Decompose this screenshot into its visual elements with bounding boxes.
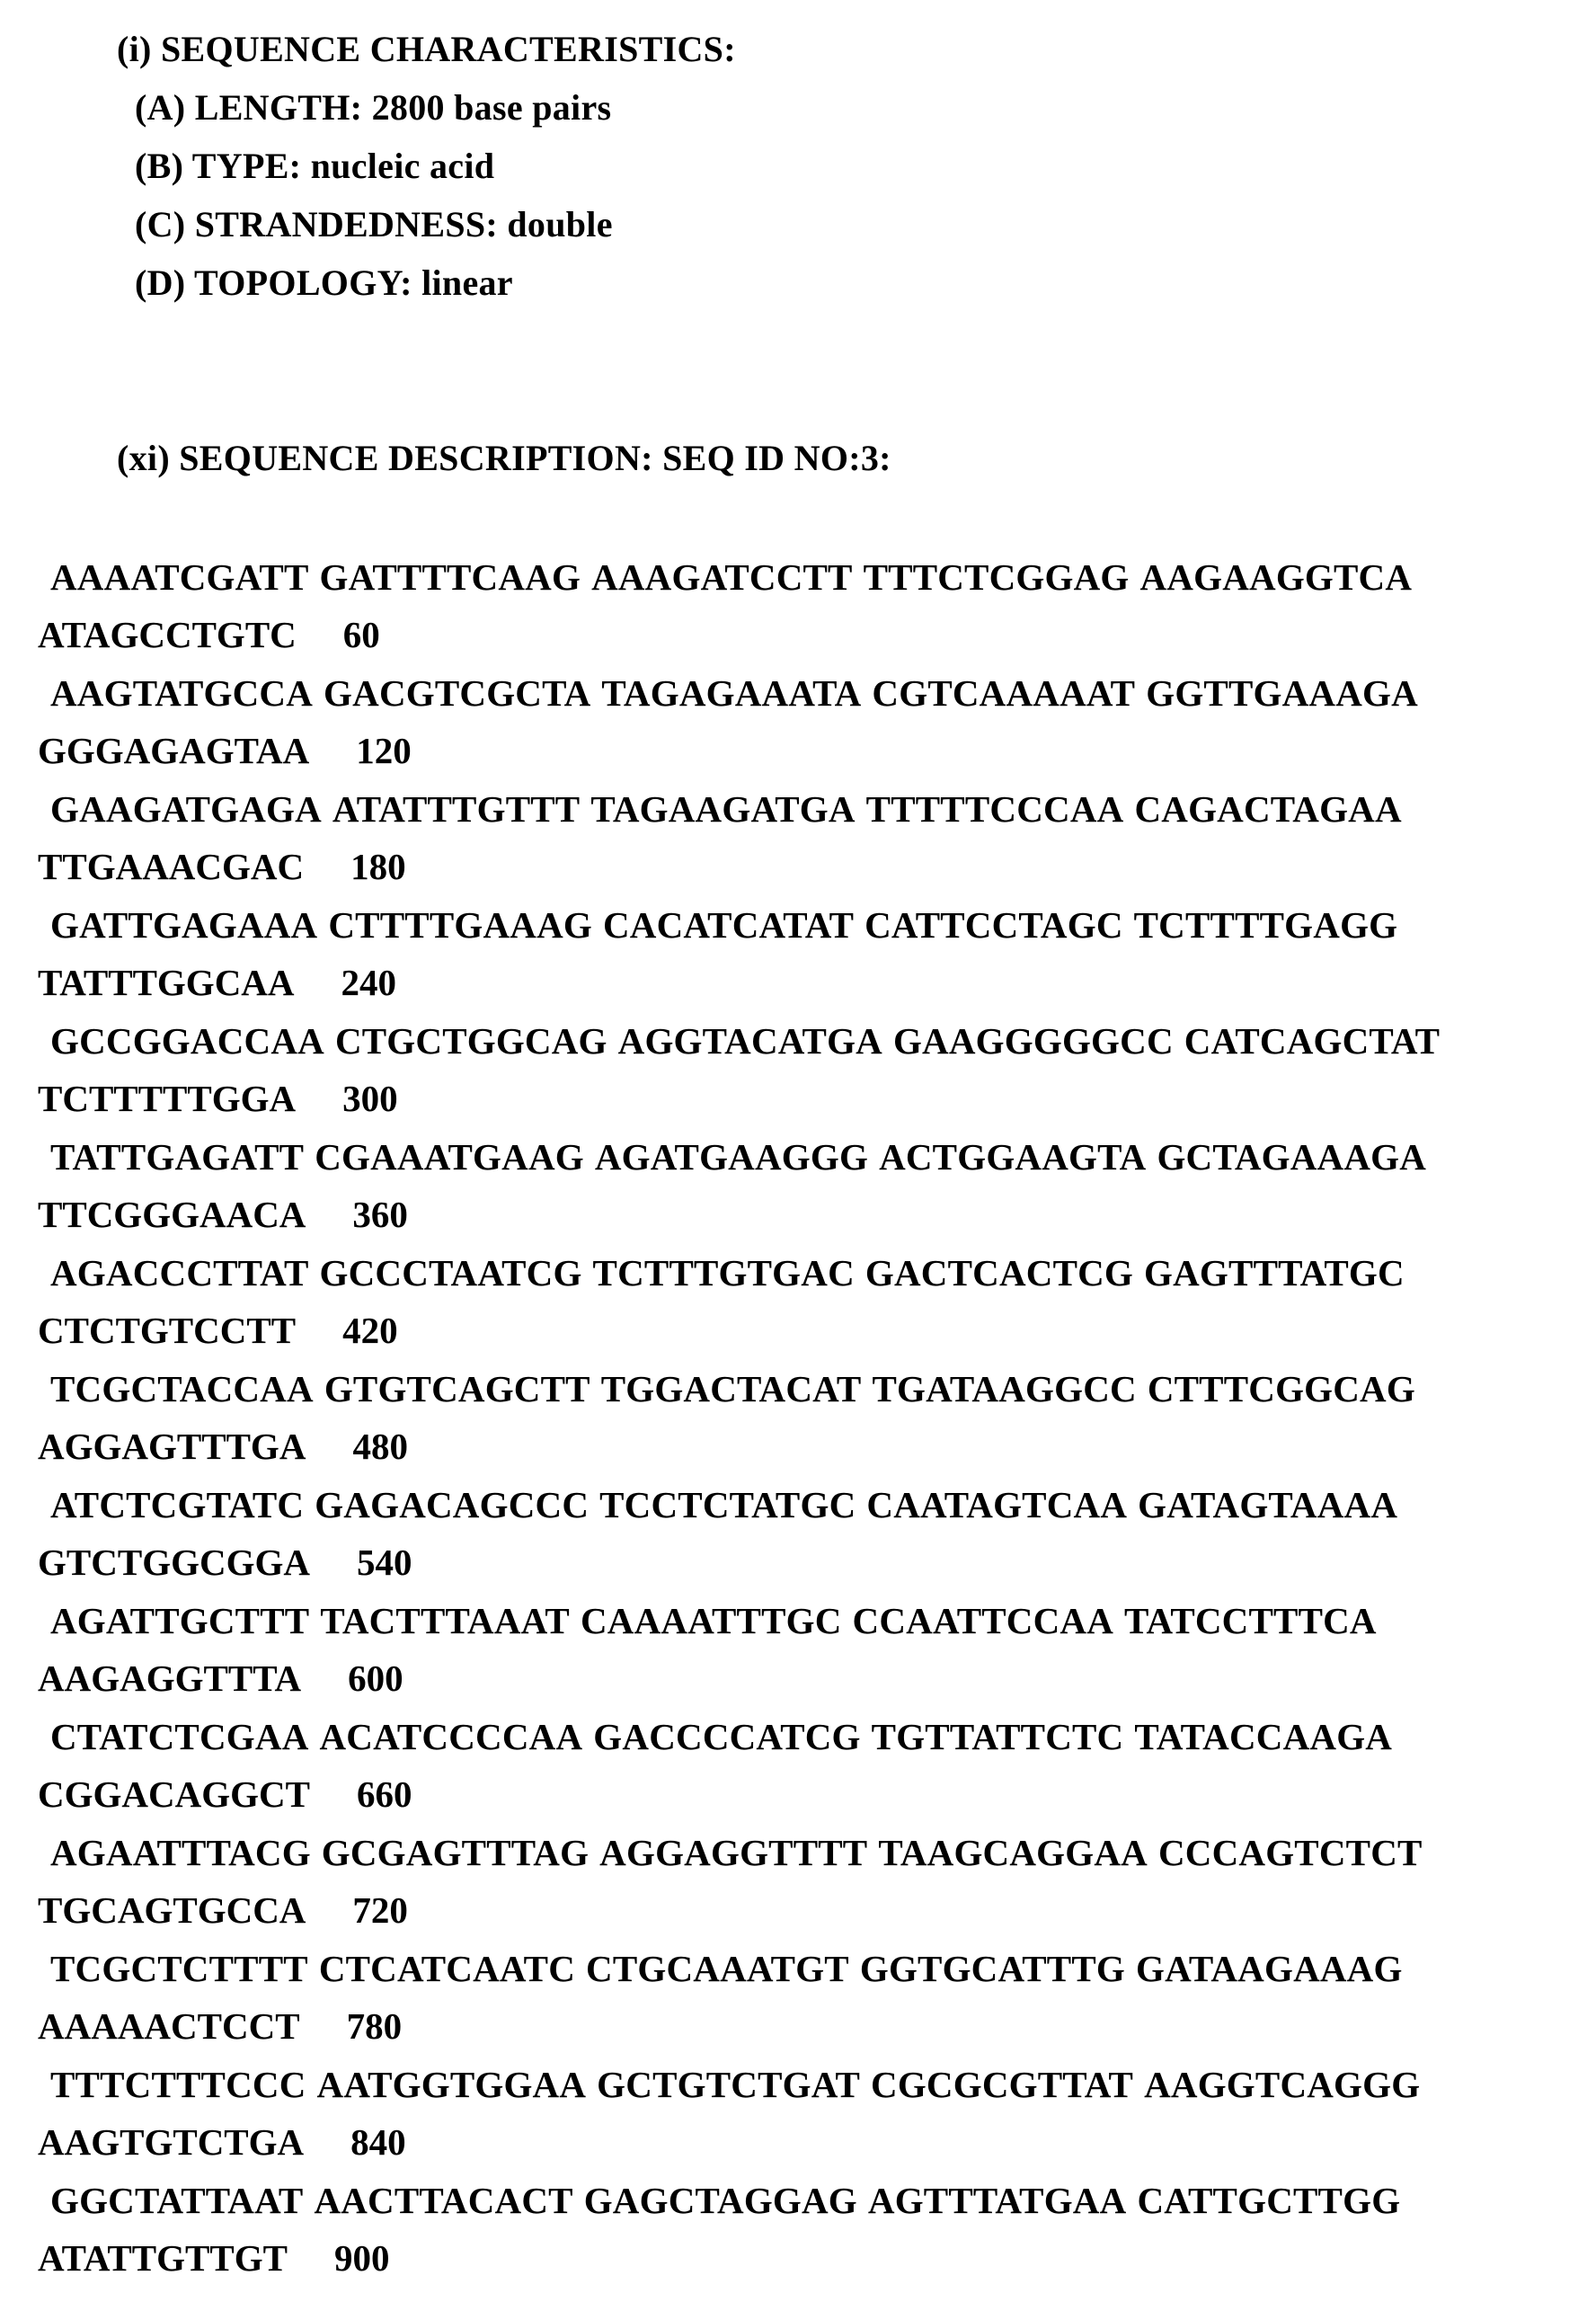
sequence-block: GAGACAGCCC	[315, 1484, 590, 1525]
sequence-block: TTCGGGAACA	[38, 1194, 306, 1235]
sequence-position-number: 420	[342, 1310, 398, 1351]
sequence-block: GGGAGAGTAA	[38, 730, 310, 771]
sequence-block: CTCTGTCCTT	[38, 1310, 297, 1351]
sequence-line-tail	[38, 846, 406, 887]
topology-label: (D) TOPOLOGY:	[135, 262, 412, 303]
sequence-block: TATTGAGATT	[50, 1136, 305, 1178]
sequence-line	[50, 672, 1429, 714]
sequence-block: GCTGTCTGAT	[597, 2064, 861, 2105]
sequence-block: CCCAGTCTCT	[1157, 1832, 1423, 1873]
topology-field	[135, 262, 513, 303]
sequence-block: CTTTCGGCAG	[1147, 1368, 1415, 1409]
sequence-block: TTTCTCGGAG	[863, 556, 1130, 598]
sequence-block: GACTCACTCG	[864, 1252, 1134, 1293]
sequence-line-tail	[38, 614, 380, 655]
sequence-block: CATTGCTTGG	[1137, 2180, 1401, 2221]
sequence-block: ATAGCCTGTC	[38, 614, 297, 655]
type-label: (B) TYPE:	[135, 146, 302, 186]
strandedness-field	[135, 204, 613, 244]
sequence-line	[50, 1136, 1437, 1178]
sequence-row	[0, 1368, 1596, 1487]
sequence-listing	[0, 556, 1596, 2298]
sequence-block: GATAGTAAAA	[1138, 1484, 1398, 1525]
length-value: 2800 base pairs	[371, 87, 612, 128]
sequence-block: TCCTCTATGC	[599, 1484, 856, 1525]
sequence-line-tail	[38, 1889, 408, 1931]
sequence-block: TGGACTACAT	[600, 1368, 862, 1409]
sequence-block: CGTCAAAAAT	[872, 672, 1136, 714]
type-field	[135, 148, 494, 184]
sequence-row	[0, 2182, 1596, 2298]
sequence-line-tail	[38, 730, 412, 771]
sequence-line-tail	[38, 964, 396, 1001]
sequence-block: AGATTGCTTT	[50, 1600, 310, 1641]
sequence-block: AGGTACATGA	[617, 1020, 882, 1062]
sequence-block: TGCAGTGCCA	[38, 1889, 306, 1931]
sequence-block: GACGTCGCTA	[324, 672, 591, 714]
sequence-block: AAGGTCAGGG	[1144, 2064, 1421, 2105]
sequence-block: GCCCTAATCG	[319, 1252, 582, 1293]
sequence-row	[0, 1136, 1596, 1255]
sequence-block: TAAGCAGGAA	[878, 1832, 1148, 1873]
length-field	[135, 87, 612, 128]
sequence-row	[0, 904, 1596, 1023]
sequence-position-number: 900	[333, 2237, 390, 2279]
sequence-block: AAAATCGATT	[50, 556, 309, 598]
sequence-line	[50, 1020, 1450, 1062]
sequence-block: AACTTACACT	[314, 2180, 573, 2221]
sequence-block: AAGTGTCTGA	[38, 2121, 305, 2163]
sequence-line-tail	[38, 1773, 412, 1815]
sequence-position-number: 120	[356, 730, 412, 771]
sequence-block: GGTTGAAAGA	[1146, 672, 1418, 714]
length-label: (A) LENGTH:	[135, 87, 363, 128]
sequence-position-number: 180	[350, 846, 406, 887]
sequence-line-tail	[38, 2237, 390, 2279]
sequence-block: TATACCAAGA	[1134, 1716, 1393, 1757]
sequence-block: TGTTATTCTC	[871, 1716, 1124, 1757]
sequence-block: CTCATCAATC	[318, 1948, 576, 1989]
sequence-line	[50, 1948, 1414, 1989]
sequence-row	[0, 1252, 1596, 1371]
sequence-block: CACATCATAT	[602, 904, 855, 946]
sequence-block: ACATCCCCAA	[319, 1716, 583, 1757]
sequence-block: AGGAGGTTTT	[599, 1832, 868, 1873]
sequence-block: AAAGATCCTT	[591, 556, 853, 598]
sequence-position-number: 480	[352, 1426, 408, 1467]
sequence-block: CTGCTGGCAG	[334, 1020, 607, 1062]
sequence-block: CTGCAAATGT	[586, 1948, 849, 1989]
sequence-block: CTATCTCGAA	[50, 1716, 309, 1757]
strandedness-value: double	[507, 204, 613, 244]
sequence-block: CGCGCGTTAT	[871, 2064, 1134, 2105]
sequence-block: GAAGATGAGA	[50, 788, 322, 830]
sequence-block: CGAAATGAAG	[315, 1136, 584, 1178]
sequence-block: CATTCCTAGC	[864, 904, 1123, 946]
sequence-block: AGACCCTTAT	[50, 1252, 309, 1293]
sequence-block: TATCCTTTCA	[1124, 1600, 1377, 1641]
sequence-block: AGATGAAGGG	[594, 1136, 869, 1178]
sequence-row	[0, 788, 1596, 907]
sequence-line	[50, 2182, 1411, 2219]
sequence-block: GTCTGGCGGA	[38, 1542, 310, 1583]
sequence-position-number: 540	[356, 1542, 412, 1583]
sequence-row	[0, 1020, 1596, 1139]
sequence-row	[0, 1948, 1596, 2066]
sequence-line-tail	[38, 1080, 398, 1117]
sequence-block: ATCTCGTATC	[50, 1484, 305, 1525]
sequence-block: TGATAAGGCC	[872, 1368, 1137, 1409]
sequence-line-tail	[38, 1660, 403, 1697]
sequence-position-number: 840	[350, 2121, 406, 2163]
sequence-position-number: 660	[356, 1773, 412, 1815]
sequence-block: CATCAGCTAT	[1184, 1020, 1441, 1062]
sequence-line	[50, 1484, 1408, 1525]
sequence-block: GACCCCATCG	[593, 1716, 861, 1757]
sequence-block: GATAAGAAAG	[1136, 1948, 1403, 1989]
sequence-position-number: 360	[352, 1194, 408, 1235]
sequence-block: GGCTATTAAT	[50, 2180, 304, 2221]
sequence-block: ATATTGTTGT	[38, 2237, 288, 2279]
sequence-block: GATTGAGAAA	[50, 904, 318, 946]
sequence-block: AGTTTATGAA	[867, 2180, 1127, 2221]
sequence-block: TCTTTTTGGA	[38, 1078, 297, 1119]
sequence-block: AAAAACTCCT	[38, 2005, 300, 2047]
sequence-block: AGGAGTTTGA	[38, 1426, 306, 1467]
sequence-block: GCTAGAAAGA	[1157, 1136, 1427, 1178]
sequence-row	[0, 672, 1596, 791]
sequence-block: TAGAGAAATA	[601, 672, 862, 714]
sequence-line-tail	[38, 1196, 408, 1233]
sequence-block: GCCGGACCAA	[50, 1020, 324, 1062]
sequence-block: AAGAAGGTCA	[1139, 556, 1413, 598]
sequence-block: TCGCTCTTTT	[50, 1948, 308, 1989]
sequence-line	[50, 904, 1408, 946]
sequence-block: CGGACAGGCT	[38, 1773, 310, 1815]
sequence-block: AGAATTTACG	[50, 1832, 311, 1873]
sequence-line	[50, 2066, 1431, 2103]
sequence-position-number: 720	[352, 1889, 408, 1931]
sequence-line-tail	[38, 1312, 398, 1349]
sequence-position-number: 780	[346, 2005, 403, 2047]
characteristics-heading: (i) SEQUENCE CHARACTERISTICS:	[117, 29, 736, 69]
sequence-block: TAGAAGATGA	[590, 788, 856, 830]
sequence-block: GAGCTAGGAG	[583, 2180, 857, 2221]
sequence-row	[0, 556, 1596, 675]
sequence-block: CAGACTAGAA	[1134, 788, 1402, 830]
sequence-block: CAATAGTCAA	[866, 1484, 1128, 1525]
sequence-position-number: 300	[342, 1078, 398, 1119]
sequence-row	[0, 1716, 1596, 1835]
sequence-line-tail	[38, 1428, 408, 1465]
sequence-line	[50, 1600, 1388, 1641]
sequence-line	[50, 1368, 1426, 1409]
sequence-block: TATTTGGCAA	[38, 962, 295, 1003]
sequence-block: GAAGGGGGCC	[892, 1020, 1174, 1062]
sequence-block: TTGAAACGAC	[38, 846, 305, 887]
sequence-row	[0, 1832, 1596, 1951]
sequence-block: GATTTTCAAG	[319, 556, 581, 598]
sequence-block: GCGAGTTTAG	[321, 1832, 590, 1873]
sequence-position-number: 240	[341, 962, 397, 1003]
sequence-block: GGTGCATTTG	[859, 1948, 1125, 1989]
sequence-block: GTGTCAGCTT	[324, 1368, 590, 1409]
sequence-block: TTTTTCCCAA	[865, 788, 1124, 830]
sequence-block: TCTTTTGAGG	[1133, 904, 1398, 946]
sequence-line	[50, 788, 1413, 830]
sequence-description-heading: (xi) SEQUENCE DESCRIPTION: SEQ ID NO:3:	[117, 438, 891, 478]
sequence-block: CCAATTCCAA	[852, 1600, 1114, 1641]
sequence-block: TACTTTAAAT	[320, 1600, 570, 1641]
sequence-row	[0, 2066, 1596, 2182]
topology-value: linear	[421, 262, 513, 303]
sequence-block: ACTGGAAGTA	[879, 1136, 1147, 1178]
sequence-row	[0, 1600, 1596, 1719]
sequence-line	[50, 556, 1423, 598]
strandedness-label: (C) STRANDEDNESS:	[135, 204, 499, 244]
sequence-block: TCGCTACCAA	[50, 1368, 314, 1409]
sequence-position-number: 600	[348, 1658, 403, 1699]
sequence-block: TCTTTGTGAC	[592, 1252, 855, 1293]
sequence-block: CTTTTGAAAG	[328, 904, 592, 946]
type-value: nucleic acid	[310, 146, 495, 186]
sequence-block: AATGGTGGAA	[316, 2064, 587, 2105]
sequence-line	[50, 1716, 1403, 1757]
sequence-position-number: 60	[342, 614, 380, 655]
sequence-block: AAGTATGCCA	[50, 672, 314, 714]
sequence-line	[50, 1832, 1433, 1873]
sequence-block: GAGTTTATGC	[1144, 1252, 1405, 1293]
sequence-line	[50, 1252, 1415, 1293]
sequence-line-tail	[38, 1544, 412, 1581]
sequence-block: TTTCTTTCCC	[50, 2064, 306, 2105]
sequence-block: CAAAATTTGC	[580, 1600, 842, 1641]
sequence-line-tail	[38, 2005, 403, 2047]
sequence-row	[0, 1484, 1596, 1603]
sequence-line-tail	[38, 2121, 406, 2163]
sequence-block: AAGAGGTTTA	[38, 1658, 302, 1699]
sequence-block: ATATTTGTTT	[332, 788, 581, 830]
